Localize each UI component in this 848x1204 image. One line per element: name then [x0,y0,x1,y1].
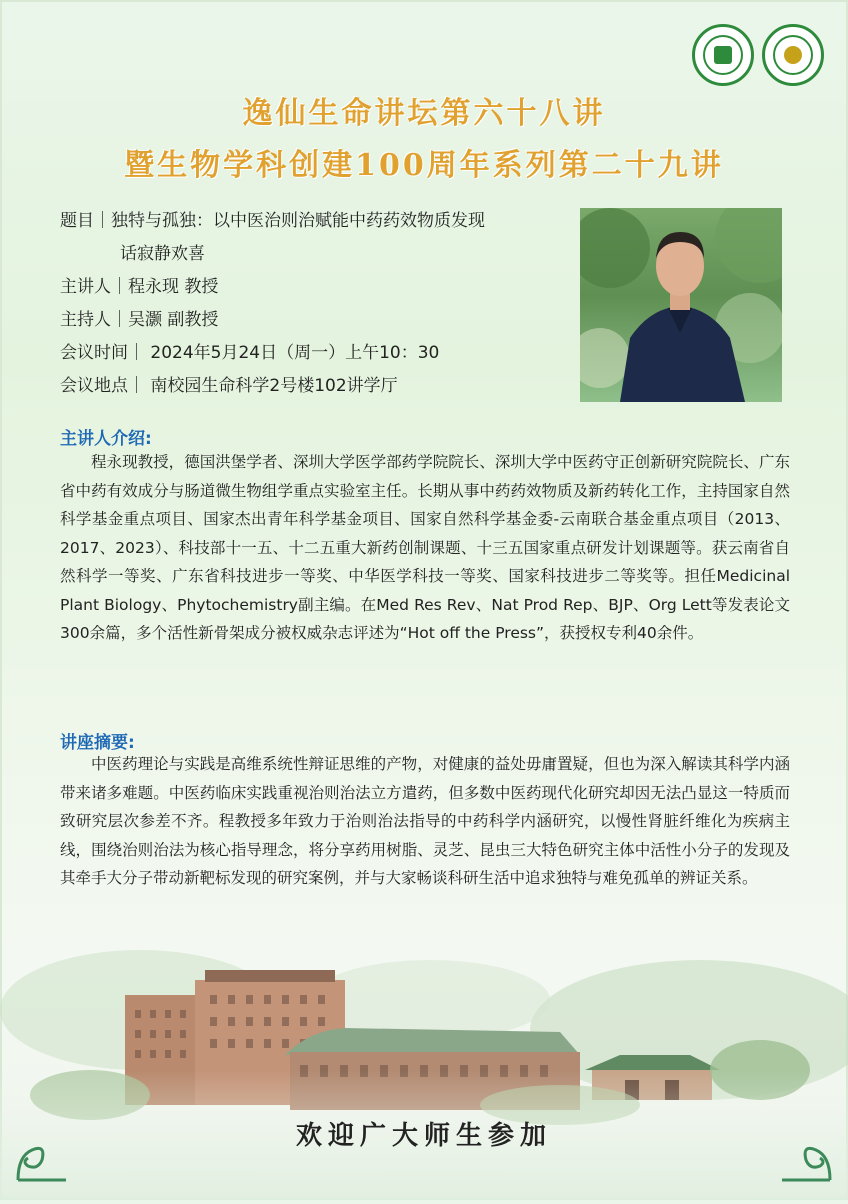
anniversary-logo-icon [762,24,824,86]
host: 主持人｜吴灏 副教授 [60,310,219,330]
abstract-text: 中医药理论与实践是高维系统性辩证思维的产物，对健康的益处毋庸置疑，但也为深入解读其科学内涵带来诸多难题。中医药临床实践重视治则治法立方遣药，但多数中医药现代化研究却因无法凸显这一特质而致研究层次参差不齐。程教授多年致力于治则治法指导的中药科学内涵研究，以慢性肾脏纤维化为疾病主线，围绕治则治法为核心指导理念，将分享药用树脂、灵芝、昆虫三大特色研究主体中活性小分子的发现及其牵手大分子带动新靶标发现的研究案例，并与大家畅谈科研生活中追求独特与难免孤单的辨证关系。 [60,755,790,887]
logos [692,24,824,86]
topic-line2: 话寂静欢喜 [120,244,205,264]
lecture-info [60,205,580,403]
speaker-intro-text: 程永现教授，德国洪堡学者、深圳大学医学部药学院院长、深圳大学中医药守正创新研究院院长、广东省中药有效成分与肠道微生物组学重点实验室主任。长期从事中药药效物质及新药转化工作，主持国家自然科学基金重点项目、国家杰出青年科学基金项目、国家自然科学基金委-云南联合基金重点项目（2013、2017、2023）、科技部十一五、十二五重大新药创制课题、十三五国家重点研发计划课题等。获云南省自然科学一等奖、广东省科技进步一等奖、中华医学科技一等奖、国家科技进步二等奖等。担任Medicinal Plant Biology、Phytochemistry副主编。在Med Res Rev、Nat Prod Rep、BJP、Org Lett等发表论文300余篇，多个活性新骨架成分被权威杂志评述为“Hot off the Press”，获授权专利40余件。 [60,453,790,642]
corner-ornament-right-icon [776,1126,836,1186]
meeting-place: 会议地点｜ 南校园生命科学2号楼102讲学厅 [60,376,398,396]
speaker-photo [580,208,782,402]
campus-illustration [0,920,848,1200]
topic: 题目｜独特与孤独：以中医治则治赋能中药药效物质发现 [60,211,485,231]
school-logo-icon [692,24,754,86]
speaker: 主讲人｜程永现 教授 [60,277,219,297]
corner-ornament-left-icon [12,1126,72,1186]
abstract-heading: 讲座摘要: [60,733,135,753]
meeting-time: 会议时间｜ 2024年5月24日（周一）上午10：30 [60,343,440,363]
welcome-text: 欢迎广大师生参加 [295,1121,552,1151]
speaker-intro-heading: 主讲人介绍: [60,429,152,449]
poster-title-line2: 暨生物学科创建100周年系列第二十九讲 [124,148,724,183]
poster-title-line1: 逸仙生命讲坛第六十八讲 [242,96,606,131]
